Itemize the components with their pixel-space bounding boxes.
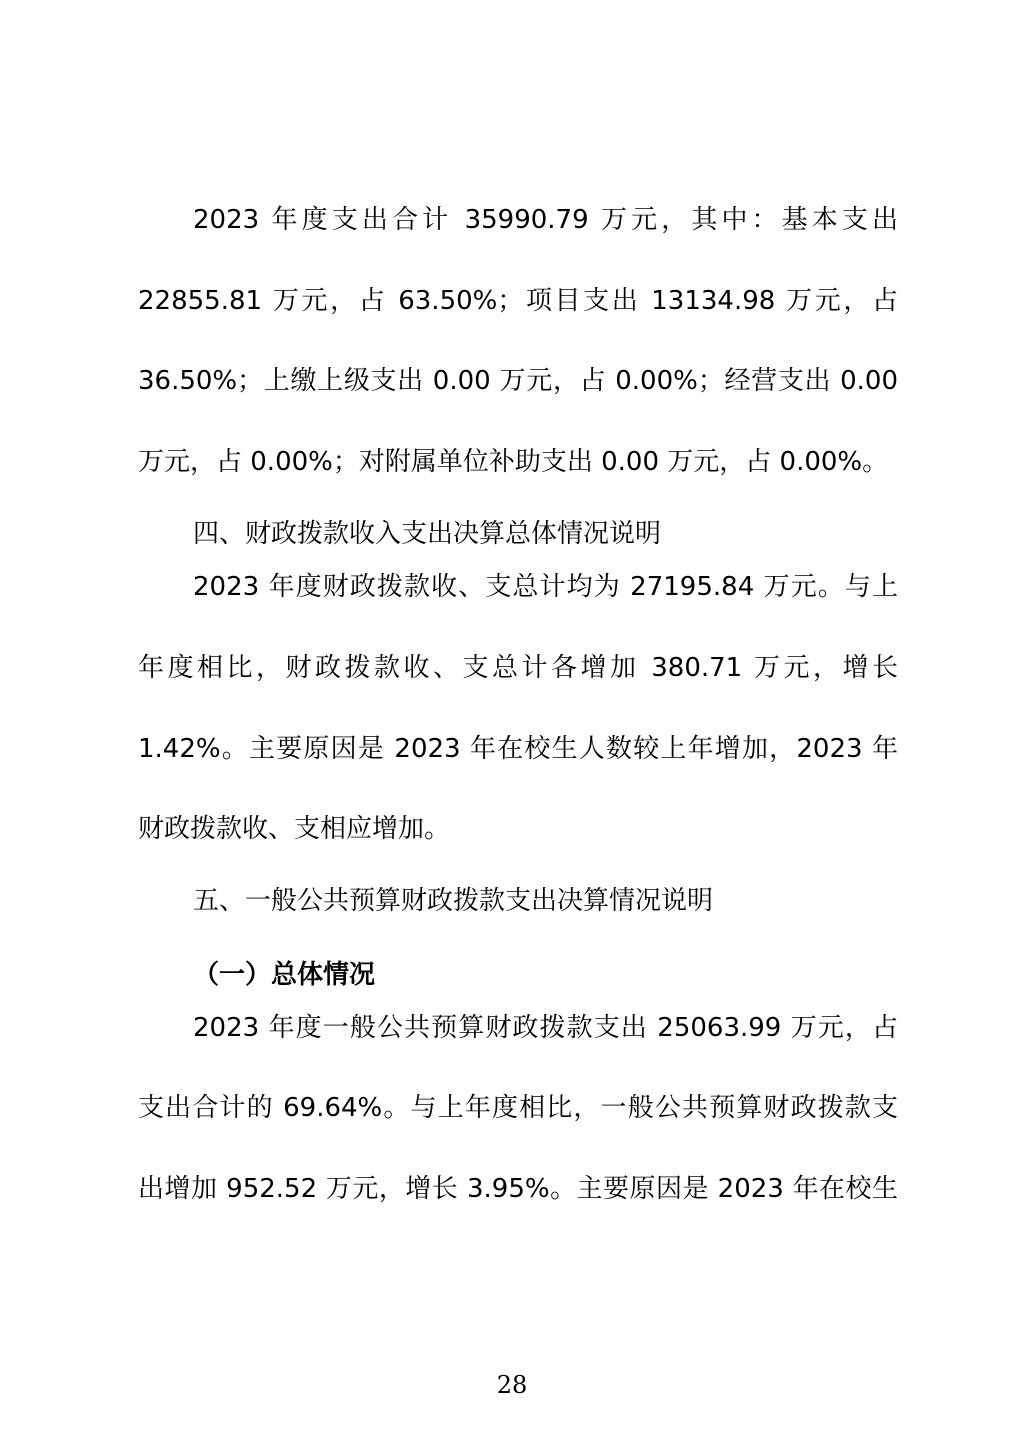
sub-heading: （一）总体情况 <box>193 960 376 990</box>
paragraph-line: 年度相比，财政拨款收、支总计各增加 380.71 万元，增长 <box>138 653 898 683</box>
paragraph-line: 36.50%；上缴上级支出 0.00 万元，占 0.00%；经营支出 0.00 <box>138 366 898 396</box>
paragraph-line: 22855.81 万元，占 63.50%；项目支出 13134.98 万元，占 <box>138 286 898 316</box>
paragraph-line: 财政拨款收、支相应增加。 <box>138 814 451 844</box>
paragraph-line: 支出合计的 69.64%。与上年度相比，一般公共预算财政拨款支 <box>138 1093 898 1123</box>
paragraph-line: 2023 年度财政拨款收、支总计均为 27195.84 万元。与上 <box>193 572 898 602</box>
section-heading: 四、财政拨款收入支出决算总体情况说明 <box>193 519 662 549</box>
paragraph-line: 2023 年度一般公共预算财政拨款支出 25063.99 万元，占 <box>193 1013 898 1043</box>
section-heading: 五、一般公共预算财政拨款支出决算情况说明 <box>193 886 714 916</box>
page-number: 28 <box>496 1371 528 1399</box>
paragraph-line: 万元，占 0.00%；对附属单位补助支出 0.00 万元，占 0.00%。 <box>138 447 889 477</box>
paragraph-line: 出增加 952.52 万元，增长 3.95%。主要原因是 2023 年在校生 <box>138 1174 898 1204</box>
paragraph-line: 1.42%。主要原因是 2023 年在校生人数较上年增加，2023 年 <box>138 734 898 764</box>
paragraph-line: 2023 年度支出合计 35990.79 万元，其中：基本支出 <box>193 205 898 235</box>
